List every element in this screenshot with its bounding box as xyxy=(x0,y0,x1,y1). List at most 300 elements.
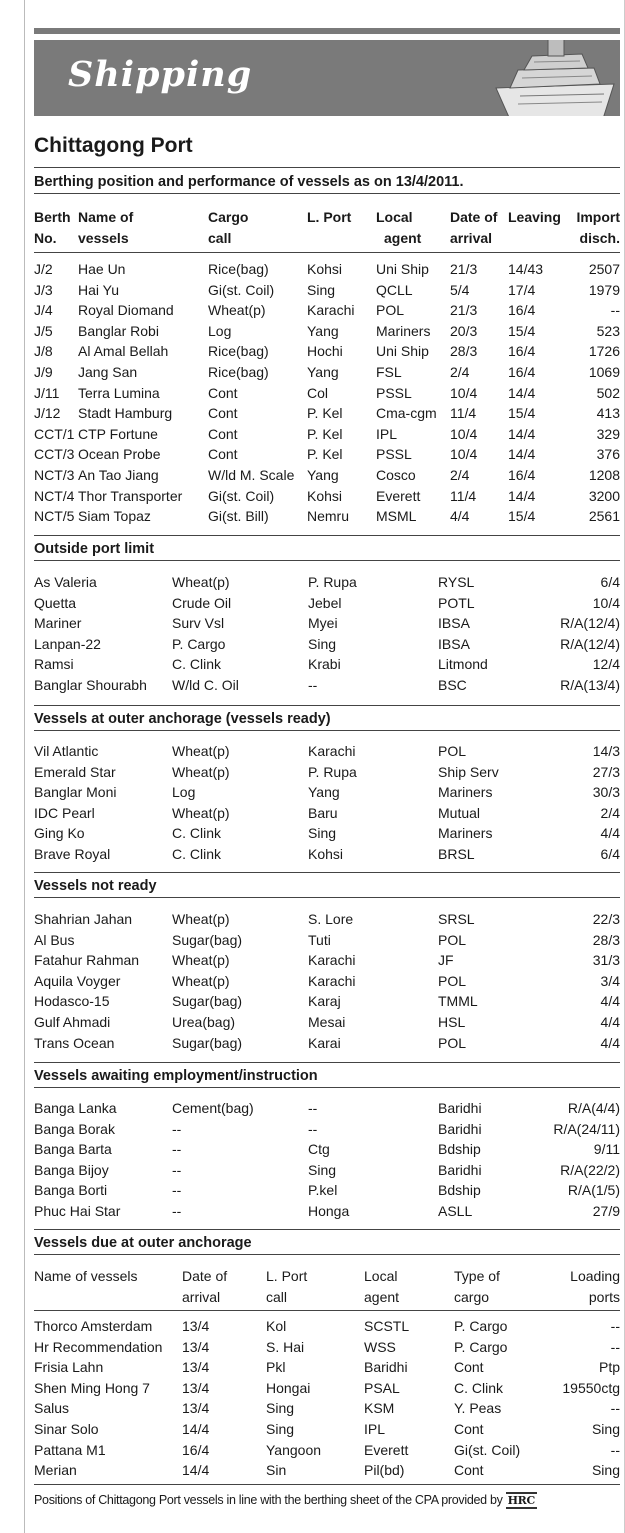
col-import-2: disch. xyxy=(579,230,620,246)
leaving-date: 14/4 xyxy=(508,425,536,442)
leaving-date: 16/4 xyxy=(508,467,536,483)
cargo: -- xyxy=(172,1182,182,1199)
due-col-loading: Loading xyxy=(570,1268,620,1284)
col-lport: L. Port xyxy=(307,209,352,225)
arrival-date: 13/4 xyxy=(182,1379,210,1396)
last-port: P.kel xyxy=(308,1182,338,1199)
arrival-date: R/A(12/4) xyxy=(560,615,620,632)
vessel-name: Quetta xyxy=(34,594,77,611)
cargo-type: C. Clink xyxy=(454,1379,504,1396)
footer-note xyxy=(34,1492,537,1509)
berthing-row xyxy=(34,323,620,344)
column-rule-left xyxy=(24,0,25,1533)
last-port: Nemru xyxy=(307,508,350,525)
arrival-date: 11/4 xyxy=(450,487,477,504)
last-port: -- xyxy=(308,1100,318,1116)
col-date: Date of xyxy=(450,209,498,225)
cargo: Wheat(p) xyxy=(172,911,230,927)
ready-row xyxy=(34,764,620,785)
local-agent: FSL xyxy=(376,364,402,380)
arrival-date: 4/4 xyxy=(600,1034,620,1051)
berthing-row xyxy=(34,364,620,385)
local-agent: POL xyxy=(438,1034,467,1051)
ready-row xyxy=(34,846,620,867)
vessel-name: Banglar Robi xyxy=(78,322,159,339)
import-discharge: 1208 xyxy=(588,467,620,483)
cargo: -- xyxy=(172,1141,182,1158)
vessel-name: Stadt Hamburg xyxy=(78,405,173,422)
vessel-name: Aquila Voyger xyxy=(34,972,121,989)
cargo-type: Cont xyxy=(454,1359,484,1376)
vessel-name: Phuc Hai Star xyxy=(34,1203,121,1219)
last-port: Sing xyxy=(308,825,337,842)
cargo: Wheat(p) xyxy=(172,743,230,759)
local-agent: Everett xyxy=(376,487,421,504)
last-port: Hongai xyxy=(266,1379,311,1396)
arrival-date: 20/3 xyxy=(450,322,478,339)
last-port: -- xyxy=(308,677,318,693)
arrival-date: 14/4 xyxy=(182,1421,210,1437)
berth-no: J/2 xyxy=(34,261,53,277)
ready-row xyxy=(34,743,620,764)
vessel-name: Shahrian Jahan xyxy=(34,911,133,927)
last-port: Karachi xyxy=(308,972,356,989)
vessel-name: Hae Un xyxy=(78,261,126,277)
import-discharge: 1726 xyxy=(588,343,620,360)
berth-no: NCT/4 xyxy=(34,487,75,504)
cargo: Rice(bag) xyxy=(208,261,269,277)
last-port: Tuti xyxy=(308,931,331,948)
cargo: C. Clink xyxy=(172,846,222,862)
arrival-date: R/A(1/5) xyxy=(567,1182,620,1199)
notready-row xyxy=(34,911,620,932)
arrival-date: 27/9 xyxy=(592,1203,620,1219)
cargo-type: Gi(st. Coil) xyxy=(454,1441,521,1458)
berthing-row xyxy=(34,405,620,426)
leaving-date: 14/4 xyxy=(508,446,536,463)
arrival-date: 27/3 xyxy=(592,763,620,780)
last-port: Kohsi xyxy=(307,487,343,504)
arrival-date: 10/4 xyxy=(592,594,620,611)
berth-no: J/5 xyxy=(34,322,53,339)
local-agent: Everett xyxy=(364,1441,409,1458)
last-port: Col xyxy=(307,384,329,401)
cargo: Rice(bag) xyxy=(208,343,269,360)
last-port: Sing xyxy=(308,635,337,652)
vessel-name: Hr Recommendation xyxy=(34,1338,163,1355)
col-berth-2: No. xyxy=(34,230,57,246)
arrival-date: 3/4 xyxy=(600,972,620,989)
arrival-date: R/A(4/4) xyxy=(567,1100,620,1116)
import-discharge: 3200 xyxy=(588,487,620,504)
cargo: W/ld M. Scale xyxy=(208,467,295,483)
due-col-lport-2: call xyxy=(266,1289,288,1305)
berthing-row xyxy=(34,302,620,323)
last-port: Sing xyxy=(308,1161,337,1178)
local-agent: Baridhi xyxy=(438,1161,482,1178)
vessel-name: Lanpan-22 xyxy=(34,635,101,652)
notready-row xyxy=(34,973,620,994)
cargo: Log xyxy=(172,784,196,801)
vessel-name: Ocean Probe xyxy=(78,446,161,463)
outside-title: Outside port limit xyxy=(34,541,620,561)
notready-row xyxy=(34,932,620,953)
cargo: Wheat(p) xyxy=(172,952,230,969)
divider xyxy=(34,167,620,168)
port-title: Chittagong Port xyxy=(34,134,193,157)
divider xyxy=(34,535,620,536)
loading-port: -- xyxy=(610,1338,620,1355)
arrival-date: 30/3 xyxy=(592,784,620,801)
local-agent: IPL xyxy=(376,425,398,442)
loading-port: Sing xyxy=(591,1421,620,1437)
loading-port: Ptp xyxy=(598,1359,620,1376)
local-agent: IBSA xyxy=(438,615,470,632)
outside-row xyxy=(34,677,620,698)
notready-row xyxy=(34,993,620,1014)
arrival-date: 28/3 xyxy=(450,343,478,360)
local-agent: Ship Serv xyxy=(438,763,499,780)
cargo: P. Cargo xyxy=(172,635,226,652)
due-col-agent-2: agent xyxy=(364,1289,400,1305)
import-discharge: 1979 xyxy=(588,281,620,298)
cargo: Gi(st. Bill) xyxy=(208,508,269,525)
ready-row xyxy=(34,825,620,846)
vessel-name: Vil Atlantic xyxy=(34,743,99,759)
last-port: Mesai xyxy=(308,1014,346,1030)
arrival-date: R/A(24/11) xyxy=(553,1120,620,1137)
col-cargo: Cargo xyxy=(208,209,249,225)
vessel-name: IDC Pearl xyxy=(34,804,95,821)
col-agent-2: agent xyxy=(384,230,422,246)
arrival-date: 13/4 xyxy=(182,1318,210,1334)
vessel-name: Emerald Star xyxy=(34,763,116,780)
due-row xyxy=(34,1462,620,1483)
cargo-type: Cont xyxy=(454,1462,484,1479)
local-agent: Mariners xyxy=(438,825,493,842)
vessel-name: Banga Borti xyxy=(34,1182,108,1199)
last-port: Sin xyxy=(266,1462,287,1479)
arrival-date: 4/4 xyxy=(600,993,620,1010)
leaving-date: 14/4 xyxy=(508,487,536,504)
local-agent: Mutual xyxy=(438,804,481,821)
last-port: Myei xyxy=(308,615,338,632)
berth-no: J/12 xyxy=(34,405,61,422)
awaiting-row xyxy=(34,1182,620,1203)
leaving-date: 15/4 xyxy=(508,405,536,422)
vessel-name: Gulf Ahmadi xyxy=(34,1014,111,1030)
due-row xyxy=(34,1380,620,1401)
last-port: Karachi xyxy=(308,952,356,969)
cargo: Urea(bag) xyxy=(172,1014,236,1030)
last-port: P. Kel xyxy=(307,446,343,463)
cargo: Wheat(p) xyxy=(172,574,230,590)
due-title: Vessels due at outer anchorage xyxy=(34,1235,620,1255)
vessel-name: As Valeria xyxy=(34,574,97,590)
import-discharge: 1069 xyxy=(588,364,620,380)
arrival-date: 4/4 xyxy=(600,1014,620,1030)
berthing-row xyxy=(34,446,620,467)
local-agent: BRSL xyxy=(438,846,475,862)
leaving-date: 14/4 xyxy=(508,384,536,401)
vessel-name: Brave Royal xyxy=(34,846,111,862)
due-row xyxy=(34,1442,620,1463)
cargo: Wheat(p) xyxy=(172,972,230,989)
due-col-agent: Local xyxy=(364,1268,398,1284)
leaving-date: 15/4 xyxy=(508,322,536,339)
arrival-date: 10/4 xyxy=(450,384,478,401)
last-port: P. Rupa xyxy=(308,763,357,780)
local-agent: Cosco xyxy=(376,467,416,483)
vessel-name: Banga Bijoy xyxy=(34,1161,109,1178)
col-name-2: vessels xyxy=(78,230,129,246)
cargo: Gi(st. Coil) xyxy=(208,281,275,298)
import-discharge: 523 xyxy=(596,322,620,339)
arrival-date: 2/4 xyxy=(600,804,620,821)
local-agent: Litmond xyxy=(438,656,488,673)
vessel-name: An Tao Jiang xyxy=(78,467,159,483)
cargo: Wheat(p) xyxy=(208,302,266,319)
outside-row xyxy=(34,615,620,636)
due-col-date-2: arrival xyxy=(182,1289,221,1305)
berth-no: CCT/3 xyxy=(34,446,75,463)
last-port: Yang xyxy=(307,467,339,483)
divider xyxy=(34,872,620,873)
col-cargo-2: call xyxy=(208,230,232,246)
local-agent: PSAL xyxy=(364,1379,400,1396)
import-discharge: 329 xyxy=(596,425,620,442)
local-agent: IPL xyxy=(364,1421,386,1437)
leaving-date: 16/4 xyxy=(508,343,536,360)
cargo: -- xyxy=(172,1161,182,1178)
vessel-name: Ramsi xyxy=(34,656,74,673)
berthing-row xyxy=(34,261,620,282)
due-col-type-2: cargo xyxy=(454,1289,490,1305)
berthing-row xyxy=(34,282,620,303)
last-port: Baru xyxy=(308,804,338,821)
last-port: Yang xyxy=(308,784,340,801)
vessel-name: Hai Yu xyxy=(78,281,119,298)
arrival-date: 21/3 xyxy=(450,261,478,277)
leaving-date: 17/4 xyxy=(508,281,536,298)
due-row xyxy=(34,1318,620,1339)
vessel-name: Shen Ming Hong 7 xyxy=(34,1379,150,1396)
local-agent: Pil(bd) xyxy=(364,1462,405,1479)
local-agent: POL xyxy=(438,931,467,948)
col-agent: Local xyxy=(376,209,413,225)
local-agent: SCSTL xyxy=(364,1318,410,1334)
awaiting-row xyxy=(34,1141,620,1162)
divider xyxy=(34,1310,620,1311)
local-agent: Uni Ship xyxy=(376,261,429,277)
due-col-lport: L. Port xyxy=(266,1268,308,1284)
vessel-name: Thor Transporter xyxy=(78,487,183,504)
loading-port: -- xyxy=(610,1318,620,1334)
local-agent: WSS xyxy=(364,1338,396,1355)
arrival-date: 4/4 xyxy=(450,508,470,525)
local-agent: POTL xyxy=(438,594,475,611)
ship-icon xyxy=(490,40,620,116)
import-discharge: 2561 xyxy=(588,508,620,525)
local-agent: JF xyxy=(438,952,454,969)
arrival-date: 28/3 xyxy=(592,931,620,948)
loading-port: 19550ctg xyxy=(562,1379,620,1396)
arrival-date: 4/4 xyxy=(600,825,620,842)
vessel-name: Royal Diomand xyxy=(78,302,174,319)
cargo: Log xyxy=(208,322,232,339)
berthing-row xyxy=(34,467,620,488)
local-agent: PSSL xyxy=(376,446,412,463)
outside-row xyxy=(34,595,620,616)
berthing-row xyxy=(34,385,620,406)
cargo: Crude Oil xyxy=(172,594,232,611)
local-agent: TMML xyxy=(438,993,478,1010)
arrival-date: 12/4 xyxy=(592,656,620,673)
leaving-date: 15/4 xyxy=(508,508,536,525)
cargo: C. Clink xyxy=(172,656,222,673)
cargo: Rice(bag) xyxy=(208,364,269,380)
local-agent: POL xyxy=(438,743,467,759)
last-port: Krabi xyxy=(308,656,341,673)
cargo: Cement(bag) xyxy=(172,1100,254,1116)
berth-no: J/4 xyxy=(34,302,53,319)
cargo-type: P. Cargo xyxy=(454,1318,508,1334)
berthing-row xyxy=(34,426,620,447)
arrival-date: 2/4 xyxy=(450,467,470,483)
loading-port: Sing xyxy=(591,1462,620,1479)
cargo: -- xyxy=(172,1120,182,1137)
vessel-name: Merian xyxy=(34,1462,77,1479)
ready-row xyxy=(34,805,620,826)
vessel-name: Pattana M1 xyxy=(34,1441,106,1458)
arrival-date: 2/4 xyxy=(450,364,470,380)
vessel-name: Banglar Shourabh xyxy=(34,677,147,693)
last-port: Pkl xyxy=(266,1359,286,1376)
last-port: Honga xyxy=(308,1203,350,1219)
notready-row xyxy=(34,1014,620,1035)
last-port: Karaj xyxy=(308,993,341,1010)
col-date-2: arrival xyxy=(450,230,493,246)
arrival-date: 5/4 xyxy=(450,281,470,298)
local-agent: Baridhi xyxy=(438,1100,482,1116)
col-import: Import xyxy=(576,209,620,225)
import-discharge: 376 xyxy=(596,446,620,463)
local-agent: KSM xyxy=(364,1400,395,1417)
due-row xyxy=(34,1421,620,1442)
arrival-date: 16/4 xyxy=(182,1441,210,1458)
cargo: Cont xyxy=(208,425,238,442)
berth-no: J/3 xyxy=(34,281,53,298)
due-col-name: Name of vessels xyxy=(34,1268,138,1284)
cargo: Cont xyxy=(208,405,238,422)
local-agent: Mariners xyxy=(376,322,431,339)
berth-no: CCT/1 xyxy=(34,425,75,442)
vessel-name: Sinar Solo xyxy=(34,1421,99,1437)
local-agent: ASLL xyxy=(438,1203,473,1219)
loading-port: -- xyxy=(610,1400,620,1417)
local-agent: POL xyxy=(438,972,467,989)
leaving-date: 16/4 xyxy=(508,364,536,380)
local-agent: Bdship xyxy=(438,1182,481,1199)
last-port: Hochi xyxy=(307,343,343,360)
loading-port: -- xyxy=(610,1441,620,1458)
arrival-date: 10/4 xyxy=(450,446,478,463)
ready-row xyxy=(34,784,620,805)
cargo: Sugar(bag) xyxy=(172,1034,243,1051)
awaiting-title: Vessels awaiting employment/instruction xyxy=(34,1068,620,1088)
due-row xyxy=(34,1339,620,1360)
last-port: Karachi xyxy=(308,743,356,759)
local-agent: MSML xyxy=(376,508,417,525)
local-agent: Baridhi xyxy=(438,1120,482,1137)
last-port: Kol xyxy=(266,1318,287,1334)
last-port: Karai xyxy=(308,1034,341,1051)
local-agent: Cma-cgm xyxy=(376,405,437,422)
local-agent: IBSA xyxy=(438,635,470,652)
local-agent: Mariners xyxy=(438,784,493,801)
berth-no: J/9 xyxy=(34,364,53,380)
cargo: Cont xyxy=(208,446,238,463)
vessel-name: Al Amal Bellah xyxy=(78,343,169,360)
local-agent: HSL xyxy=(438,1014,466,1030)
due-row xyxy=(34,1359,620,1380)
cargo: C. Clink xyxy=(172,825,222,842)
vessel-name: Trans Ocean xyxy=(34,1034,115,1051)
vessel-name: Hodasco-15 xyxy=(34,993,110,1010)
last-port: P. Rupa xyxy=(308,574,357,590)
vessel-name: Frisia Lahn xyxy=(34,1359,104,1376)
arrival-date: 13/4 xyxy=(182,1338,210,1355)
local-agent: POL xyxy=(376,302,405,319)
cargo: -- xyxy=(172,1203,182,1219)
due-col-date: Date of xyxy=(182,1268,228,1284)
banner-title: Shipping xyxy=(68,54,253,95)
last-port: Yangoon xyxy=(266,1441,322,1458)
vessel-name: Banga Borak xyxy=(34,1120,115,1137)
berth-no: NCT/5 xyxy=(34,508,75,525)
vessel-name: Banga Lanka xyxy=(34,1100,117,1116)
leaving-date: 14/43 xyxy=(508,261,544,277)
due-col-loading-2: ports xyxy=(588,1289,620,1305)
arrival-date: 11/4 xyxy=(450,405,477,422)
vessel-name: Banga Barta xyxy=(34,1141,112,1158)
hrc-logo: HRC xyxy=(507,1494,535,1507)
shipping-banner xyxy=(34,40,620,116)
notready-row xyxy=(34,1035,620,1056)
last-port: Yang xyxy=(307,364,339,380)
divider xyxy=(34,1484,620,1485)
berthing-title: Berthing position and performance of vessels as on 13/4/2011. xyxy=(34,174,620,194)
cargo: Gi(st. Coil) xyxy=(208,487,275,504)
divider xyxy=(34,252,620,253)
vessel-name: Salus xyxy=(34,1400,70,1417)
last-port: S. Lore xyxy=(308,911,354,927)
col-berth: Berth xyxy=(34,209,71,225)
last-port: Kohsi xyxy=(307,261,343,277)
cargo: Wheat(p) xyxy=(172,804,230,821)
last-port: Sing xyxy=(266,1400,295,1417)
local-agent: RYSL xyxy=(438,574,475,590)
ready-title: Vessels at outer anchorage (vessels ready) xyxy=(34,711,620,731)
last-port: Ctg xyxy=(308,1141,330,1158)
local-agent: SRSL xyxy=(438,911,475,927)
outside-row xyxy=(34,636,620,657)
vessel-name: Fatahur Rahman xyxy=(34,952,140,969)
shipping-page xyxy=(24,0,625,1533)
divider xyxy=(34,1229,620,1230)
berthing-row xyxy=(34,343,620,364)
leaving-date: 16/4 xyxy=(508,302,536,319)
